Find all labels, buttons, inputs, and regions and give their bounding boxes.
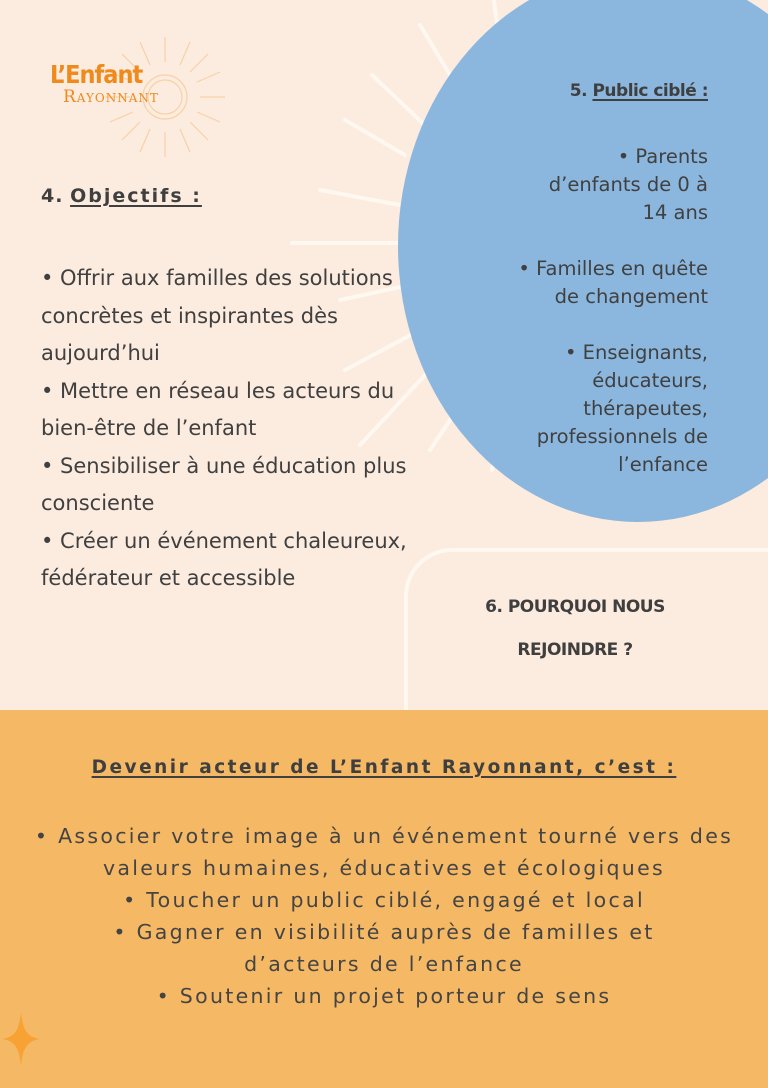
join-item: • Associer votre image à un événement tourné vers des valeurs humaines, éducatives et écologiques [34, 824, 734, 880]
objectives-title: Objectifs : [70, 185, 202, 207]
public-number: 5. [569, 81, 588, 101]
join-list [24, 820, 744, 1012]
objective-item: • Mettre en réseau les acteurs du bien-être de l’enfant [41, 378, 395, 440]
sparkle-icon [0, 1010, 42, 1068]
join-heading [0, 757, 768, 778]
public-list [468, 143, 708, 507]
why-heading [455, 586, 695, 672]
logo [50, 62, 159, 106]
public-title: Public ciblé : [592, 81, 708, 101]
objective-item: • Offrir aux familles des solutions concrètes et inspirantes dès aujourd’hui [41, 266, 393, 365]
public-item: • Familles en quête de changement [518, 257, 708, 308]
objectives-number: 4. [41, 185, 64, 207]
why-line-1: 6. POURQUOI NOUS [485, 597, 665, 617]
objective-item: • Sensibiliser à une éducation plus consciente [41, 453, 407, 515]
logo-line-1: L’Enfant [50, 60, 143, 89]
join-item: • Toucher un public ciblé, engagé et local [123, 888, 645, 912]
objectives-list [41, 260, 451, 598]
public-heading [570, 81, 708, 101]
join-title: Devenir acteur de L’Enfant Rayonnant, c’est : [91, 757, 677, 778]
public-item: • Enseignants, éducateurs, thérapeutes, professionnels de l’enfance [536, 341, 708, 476]
objective-item: • Créer un événement chaleureux, fédérateur et accessible [41, 528, 407, 590]
public-item: • Parents d’enfants de 0 à 14 ans [548, 145, 708, 224]
join-item: • Soutenir un projet porteur de sens [156, 984, 612, 1008]
objectives-heading [41, 185, 202, 207]
join-item: • Gagner en visibilité auprès de familles et d’acteurs de l’enfance [113, 920, 655, 976]
logo-line-2 [63, 88, 159, 106]
why-line-2: REJOINDRE ? [517, 640, 633, 660]
logo-line-2-text: Rayonnant [63, 87, 159, 107]
